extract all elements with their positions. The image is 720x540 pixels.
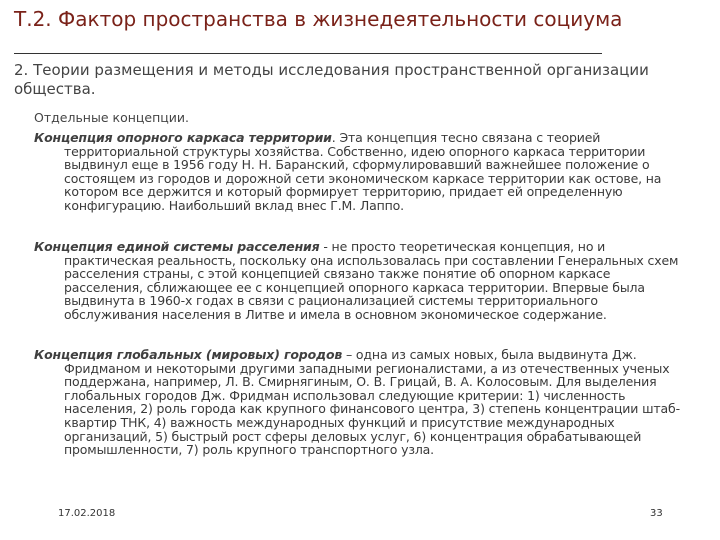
concept-paragraph-1 [34,131,690,213]
concept-paragraph-3 [34,348,690,457]
concept-text: - не просто теоретическая концепция, но и практическая реальность, поскольку она использовалась при составлении Генеральных схем расселения страны, с этой концепцией связано также понятие об опорном каркасе расселения, сближающее ее с концепцией опорного каркаса территории. Впервые была выдвинута в 1960-х годах в связи с рационализацией системы территориального обслуживания населения в Литве и имела в основном экономическое содержание. [64,239,679,322]
concept-name: Концепция единой системы расселения [34,239,320,254]
concept-text: – одна из самых новых, была выдвинута Дж. Фридманом и некоторыми другими западными регионалистами, а из отечественных ученых поддержана, например, Л. В. Смирнягиным, О. В. Грицай, В. А. Колосовым. Для выделения глобальных городов Дж. Фридман использовал следующие критерии: 1) численность населения, 2) роль города как крупного финансового центра, 3) степень концентрации штаб-квартир ТНК, 4) важность международных функций и присутствие международных организаций, 5) быстрый рост сферы деловых услуг, 6) концентрация обрабатывающей промышленности, 7) роль крупного транспортного узла. [64,347,680,458]
concept-text: . Эта концепция тесно связана с теорией территориальной структуры хозяйства. Собственно, идею опорного каркаса территории выдвинул еще в 1956 году Н. Н. Баранский, сформулировавший важнейшее положение о состоящем из городов и дорожной сети экономическом каркасе территории как остове, на котором все держится и который формирует территорию, придает ей определенную конфигурацию. Наибольший вклад внес Г.М. Лаппо. [64,130,662,213]
slide-title: Т.2. Фактор пространства в жизнедеятельности социума [14,7,623,31]
title-divider [14,53,602,54]
concept-paragraph-2 [34,240,690,322]
page-number: 33 [650,508,663,519]
footer-date: 17.02.2018 [58,508,116,519]
concept-name: Концепция опорного каркаса территории [34,130,332,145]
slide-subtitle: 2. Теории размещения и методы исследования пространственной организации общества. [14,61,649,98]
intro-text: Отдельные концепции. [34,110,189,125]
concept-name: Концепция глобальных (мировых) городов [34,347,343,362]
